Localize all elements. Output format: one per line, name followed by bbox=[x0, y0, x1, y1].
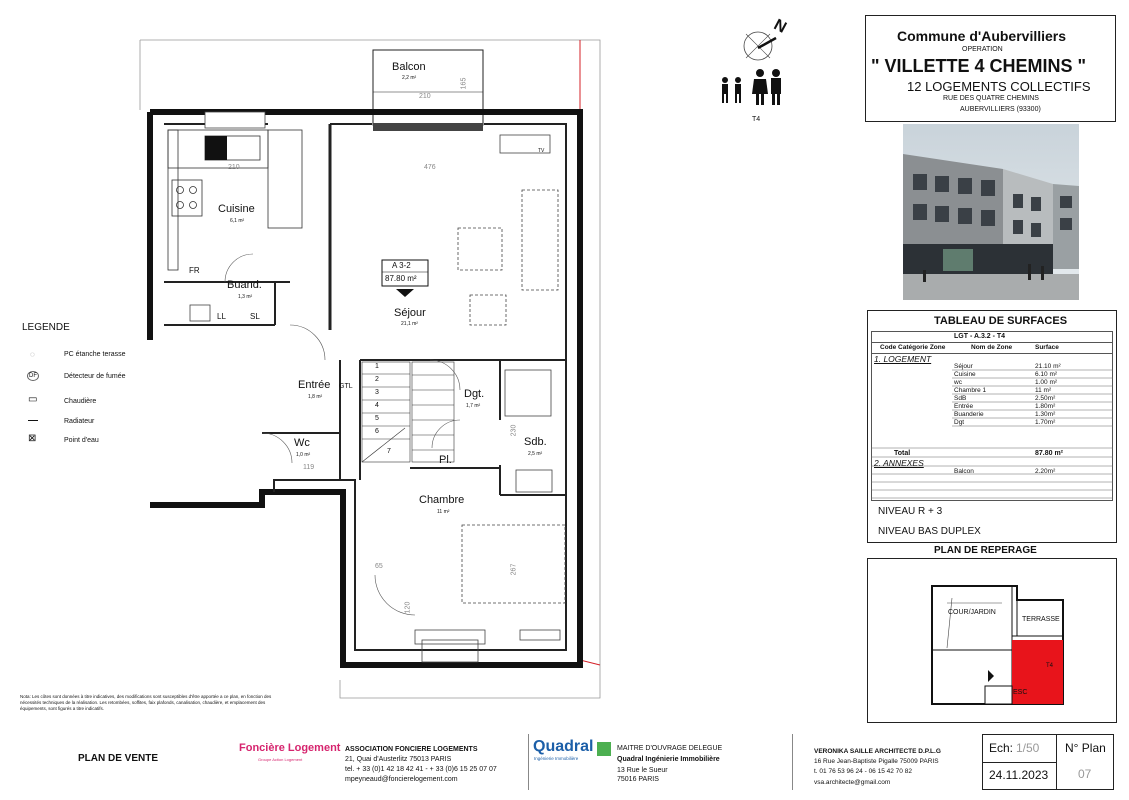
dim-label: 65 bbox=[375, 563, 383, 570]
room-balcon-name: Balcon bbox=[392, 61, 426, 73]
reperage-map bbox=[867, 558, 1117, 723]
plan-date: 24.11.2023 bbox=[989, 768, 1049, 782]
dim-label: 210 bbox=[419, 93, 431, 100]
label-pl: Pl. bbox=[439, 454, 452, 466]
dim-label: 119 bbox=[303, 464, 315, 471]
room-sdb-area: 2,5 m² bbox=[528, 451, 543, 457]
niveau-2: NIVEAU BAS DUPLEX bbox=[878, 526, 981, 537]
surface-row-value: 1.30m² bbox=[1035, 411, 1056, 418]
section-annexes: 2. ANNEXES bbox=[874, 458, 924, 468]
dim-label: 267 bbox=[510, 563, 518, 576]
legend-symbol: — bbox=[28, 415, 38, 426]
surface-row-value: 1.80m² bbox=[1035, 403, 1056, 410]
legend-title: LEGENDE bbox=[22, 322, 70, 333]
title-block-divider bbox=[982, 762, 1056, 763]
room-sdb-name: Sdb. bbox=[524, 436, 547, 448]
title-block-divider bbox=[1056, 734, 1057, 790]
building-rendering-image bbox=[903, 124, 1079, 300]
city: AUBERVILLIERS (93300) bbox=[960, 106, 1041, 113]
room-cuisine-area: 6,1 m² bbox=[230, 218, 245, 224]
north-label: N bbox=[770, 16, 790, 37]
legend-symbol: ▭ bbox=[28, 394, 38, 405]
echelle-label: Ech: bbox=[989, 741, 1014, 755]
annex-value: 2.20m² bbox=[1035, 468, 1056, 475]
moe-address-2: 75016 PARIS bbox=[617, 776, 659, 783]
architect-mail: vsa.architecte@gmail.com bbox=[814, 779, 891, 786]
room-entree-area: 1,8 m² bbox=[308, 394, 323, 400]
room-cuisine-name: Cuisine bbox=[218, 203, 255, 215]
echelle-value: 1/50 bbox=[1016, 741, 1040, 755]
label-tv: TV bbox=[538, 148, 545, 154]
logements-count: 12 LOGEMENTS COLLECTIFS bbox=[907, 79, 1091, 94]
reperage-t4: T4 bbox=[1046, 663, 1054, 669]
label-ll: LL bbox=[217, 312, 226, 321]
project-name: " VILLETTE 4 CHEMINS " bbox=[871, 56, 1087, 76]
legend-symbol: ⊠ bbox=[28, 433, 37, 444]
type-label: T4 bbox=[752, 116, 761, 123]
fonciere-tagline: Groupe Action Logement bbox=[258, 757, 303, 762]
stair-step-number: 5 bbox=[375, 415, 379, 422]
room-balcon-area: 2,2 m² bbox=[402, 75, 417, 81]
room-sejour-name: Séjour bbox=[394, 307, 426, 319]
surface-row-name: Chambre 1 bbox=[954, 387, 987, 394]
assoc-title: ASSOCIATION FONCIERE LOGEMENTS bbox=[345, 746, 478, 753]
room-entree-name: Entrée bbox=[298, 379, 331, 391]
surface-row-name: Cuisine bbox=[954, 371, 976, 378]
surface-row-name: Dgt bbox=[954, 419, 965, 426]
surfaces-divider bbox=[871, 342, 1113, 343]
section-logement: 1. LOGEMENT bbox=[874, 354, 932, 364]
niveau-1: NIVEAU R + 3 bbox=[878, 506, 943, 517]
surface-row-value: 1.70m² bbox=[1035, 419, 1056, 426]
room-chambre-name: Chambre bbox=[419, 494, 465, 506]
street-address: RUE DES QUATRE CHEMINS bbox=[943, 95, 1039, 102]
surface-row-value: 11 m² bbox=[1035, 387, 1052, 394]
plan-number: 07 bbox=[1078, 767, 1092, 781]
stair-step-number: 1 bbox=[375, 363, 379, 370]
surfaces-total-label: Total bbox=[894, 450, 911, 457]
architect-address: 16 Rue Jean-Baptiste Pigalle 75009 PARIS bbox=[814, 758, 939, 765]
reperage-cour: COUR/JARDIN bbox=[948, 609, 996, 616]
surface-row-name: SdB bbox=[954, 395, 967, 402]
footer-divider bbox=[792, 734, 793, 790]
stair-step-number: 3 bbox=[375, 389, 379, 396]
legend-panel bbox=[0, 343, 262, 463]
surfaces-total-value: 87.80 m² bbox=[1035, 450, 1064, 457]
stair-step-number: 6 bbox=[375, 428, 379, 435]
stair-step-number: 4 bbox=[375, 402, 379, 409]
moe-name: Quadral Ingénierie Immobilière bbox=[617, 756, 720, 763]
surface-row-value: 1.00 m² bbox=[1035, 379, 1058, 386]
room-wc-area: 1,0 m² bbox=[296, 452, 311, 458]
apt-area: 87.80 m² bbox=[385, 274, 417, 283]
dim-label: 120 bbox=[404, 601, 412, 614]
column-header: Code Catégorie Zone bbox=[880, 344, 946, 351]
operation-label: OPERATION bbox=[962, 46, 1003, 53]
north-arrow-icon bbox=[738, 18, 798, 70]
dim-label: 165 bbox=[460, 77, 468, 90]
reperage-title: PLAN DE REPERAGE bbox=[934, 545, 1037, 556]
assoc-tel: tel. + 33 (0)1 42 18 42 41 - + 33 (0)6 15 25 07 07 bbox=[345, 766, 497, 773]
moe-address-1: 13 Rue le Sueur bbox=[617, 767, 668, 774]
reperage-esc: ESC bbox=[1013, 689, 1028, 696]
legend-item-label: Radiateur bbox=[64, 418, 95, 425]
annex-name: Balcon bbox=[954, 468, 974, 475]
quadral-mark-icon bbox=[597, 742, 611, 756]
apt-code: A 3-2 bbox=[392, 261, 411, 270]
dim-label: 210 bbox=[228, 164, 240, 171]
room-sejour-area: 21,1 m² bbox=[401, 321, 418, 327]
surface-row-value: 6.10 m² bbox=[1035, 371, 1058, 378]
plan-number-label: N° Plan bbox=[1065, 741, 1106, 755]
surface-row-name: wc bbox=[954, 379, 962, 386]
surface-row-value: 21.10 m² bbox=[1035, 363, 1061, 370]
people-icon bbox=[718, 68, 788, 106]
surface-row-name: Séjour bbox=[954, 363, 973, 370]
surfaces-grid bbox=[871, 362, 1113, 502]
stair-step-number: 7 bbox=[387, 448, 391, 455]
quadral-logo: Quadral bbox=[533, 738, 594, 755]
column-header: Surface bbox=[1035, 344, 1059, 351]
label-fr: FR bbox=[189, 266, 200, 275]
quadral-sub: Ingénierie Immobilière bbox=[534, 756, 579, 761]
surfaces-lgt: LGT - A.3.2 - T4 bbox=[954, 333, 1006, 340]
dim-label: 230 bbox=[510, 424, 518, 437]
legend-item-label: Détecteur de fumée bbox=[64, 373, 126, 380]
column-header: Nom de Zone bbox=[971, 344, 1013, 351]
legend-symbol: ◌ bbox=[30, 350, 35, 359]
disclaimer-note: Nota: Les côtes sont données à titre indicatives, des modifications sont susceptibles d'être apportée a ce plan, en fonction des nécessités techniques de la réalisation. Les retombées, soffites, faix plafonds, canalisation, chaudière, et emplacement des équipements, sont figurés a titre indicatifs. bbox=[20, 694, 272, 711]
legend-item-label: Point d'eau bbox=[64, 437, 99, 444]
surface-row-name: Buanderie bbox=[954, 411, 984, 418]
architect-title: VERONIKA SAILLE ARCHITECTE D.P.L.G bbox=[814, 748, 941, 755]
label-gtl: GTL bbox=[339, 383, 353, 390]
legend-item-label: PC étanche terasse bbox=[64, 351, 126, 358]
surfaces-title: TABLEAU DE SURFACES bbox=[934, 315, 1068, 327]
legend-symbol: DF bbox=[29, 373, 37, 379]
assoc-mail: mpeyneaud@foncierelogement.com bbox=[345, 776, 458, 783]
fonciere-logo: Foncière Logement bbox=[239, 742, 341, 754]
stair-step-number: 2 bbox=[375, 376, 379, 383]
moe-title: MAITRE D'OUVRAGE DELEGUE bbox=[617, 745, 723, 752]
room-chambre-area: 11 m² bbox=[437, 509, 450, 515]
reperage-terrasse: TERRASSE bbox=[1022, 616, 1060, 623]
surface-row-value: 2.50m² bbox=[1035, 395, 1056, 402]
room-buand-area: 1,3 m² bbox=[238, 294, 253, 300]
room-buand-name: Buand. bbox=[227, 279, 262, 291]
room-dgt-name: Dgt. bbox=[464, 388, 485, 400]
architect-tel: t. 01 76 53 96 24 - 06 15 42 70 82 bbox=[814, 768, 912, 775]
commune-title: Commune d'Aubervilliers bbox=[897, 28, 1067, 44]
plan-de-vente: PLAN DE VENTE bbox=[78, 753, 159, 764]
room-wc-name: Wc bbox=[294, 437, 310, 449]
assoc-address: 21, Quai d'Austerlitz 75013 PARIS bbox=[345, 756, 452, 763]
surface-row-name: Entrée bbox=[954, 403, 974, 410]
room-dgt-area: 1,7 m² bbox=[466, 403, 481, 409]
label-sl: SL bbox=[250, 312, 260, 321]
dim-label: 476 bbox=[424, 164, 436, 171]
footer-divider bbox=[528, 734, 529, 790]
legend-item-label: Chaudière bbox=[64, 398, 97, 405]
